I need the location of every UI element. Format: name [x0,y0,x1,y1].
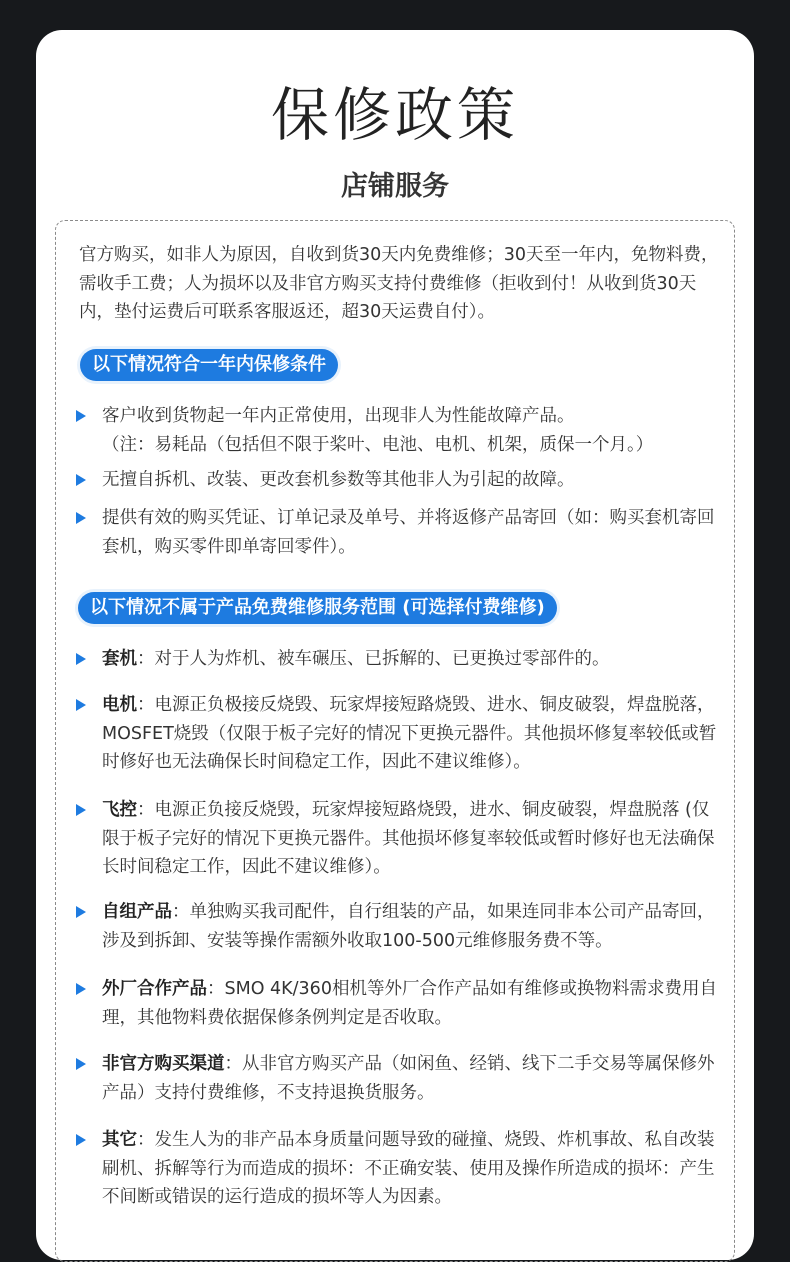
list-item-text: 客户收到货物起一年内正常使用，出现非人为性能故障产品。 [102,406,575,426]
intro-paragraph: 官方购买，如非人为原因，自收到货30天内免费维修；30天至一年内，免物料费，需收手工费；人为损坏以及非官方购买支持付费维修（拒收到付！从收到货30天内，垫付运费后可联系客服返还，超30天运费自付）。 [79,245,719,322]
item-label: 其它 [102,1130,137,1150]
page-subtitle: 店铺服务 [341,171,449,202]
list-item [76,796,721,882]
triangle-bullet-icon [76,512,86,524]
section1-heading: 以下情况符合一年内保修条件 [80,349,338,381]
item-text: ：从非官方购买产品（如闲鱼、经销、线下二手交易等属保修外产品）支持付费维修，不支持退换货服务。 [102,1054,715,1103]
triangle-bullet-icon [76,804,86,816]
item-label: 外厂合作产品 [102,979,207,999]
triangle-bullet-icon [76,1134,86,1146]
list-item [76,975,721,1032]
triangle-bullet-icon [76,1058,86,1070]
item-text: ：电源正负接反烧毁，玩家焊接短路烧毁，进水、铜皮破裂，焊盘脱落 (仅限于板子完好的情况下更换元器件。其他损坏修复率较低或暂时修好也无法确保长时间稳定工作，因此不建议维修）。 [102,800,715,877]
triangle-bullet-icon [76,653,86,665]
list-item [76,466,721,495]
page-title: 保修政策 [270,81,519,149]
item-text: ：单独购买我司配件，自行组装的产品，如果连同非本公司产品寄回，涉及到拆卸、安装等操作需额外收取100-500元维修服务费不等。 [102,902,715,951]
list-item [76,691,721,777]
item-label: 非官方购买渠道 [102,1054,225,1074]
list-item-text: 提供有效的购买凭证、订单记录及单号、并将返修产品寄回（如：购买套机寄回套机，购买零件即单寄回零件）。 [102,508,715,557]
triangle-bullet-icon [76,699,86,711]
list-item [76,645,721,674]
list-item [76,898,721,955]
section2-heading: 以下情况不属于产品免费维修服务范围 (可选择付费维修) [78,592,557,624]
list-item [76,504,721,561]
item-label: 自组产品 [102,902,172,922]
list-item-note: （注：易耗品（包括但不限于桨叶、电池、电机、机架，质保一个月。） [102,434,654,455]
item-text: ：电源正负极接反烧毁、玩家焊接短路烧毁、进水、铜皮破裂，焊盘脱落，MOSFET烧毁（仅限于板子完好的情况下更换元器件。其他损坏修复率较低或暂时修好也无法确保长时间稳定工作，因此不建议维修）。 [102,695,717,772]
list-item [76,402,721,459]
list-item-text: 无擅自拆机、改装、更改套机参数等其他非人为引起的故障。 [102,470,575,490]
item-text: ：发生人为的非产品本身质量问题导致的碰撞、烧毁、炸机事故、私自改装刷机、拆解等行为而造成的损坏：不正确安装、使用及操作所造成的损坏：产生不间断或错误的运行造成的损坏等人为因素。 [102,1130,715,1207]
item-label: 电机 [102,695,137,715]
list-item [76,1050,721,1107]
triangle-bullet-icon [76,983,86,995]
triangle-bullet-icon [76,410,86,422]
item-text: ：SMO 4K/360相机等外厂合作产品如有维修或换物料需求费用自理，其他物料费依据保修条例判定是否收取。 [102,979,717,1028]
item-label: 飞控 [102,800,137,820]
triangle-bullet-icon [76,906,86,918]
item-label: 套机 [102,649,137,669]
item-text: ：对于人为炸机、被车碾压、已拆解的、已更换过零部件的。 [137,649,610,669]
triangle-bullet-icon [76,474,86,486]
list-item [76,1126,721,1212]
